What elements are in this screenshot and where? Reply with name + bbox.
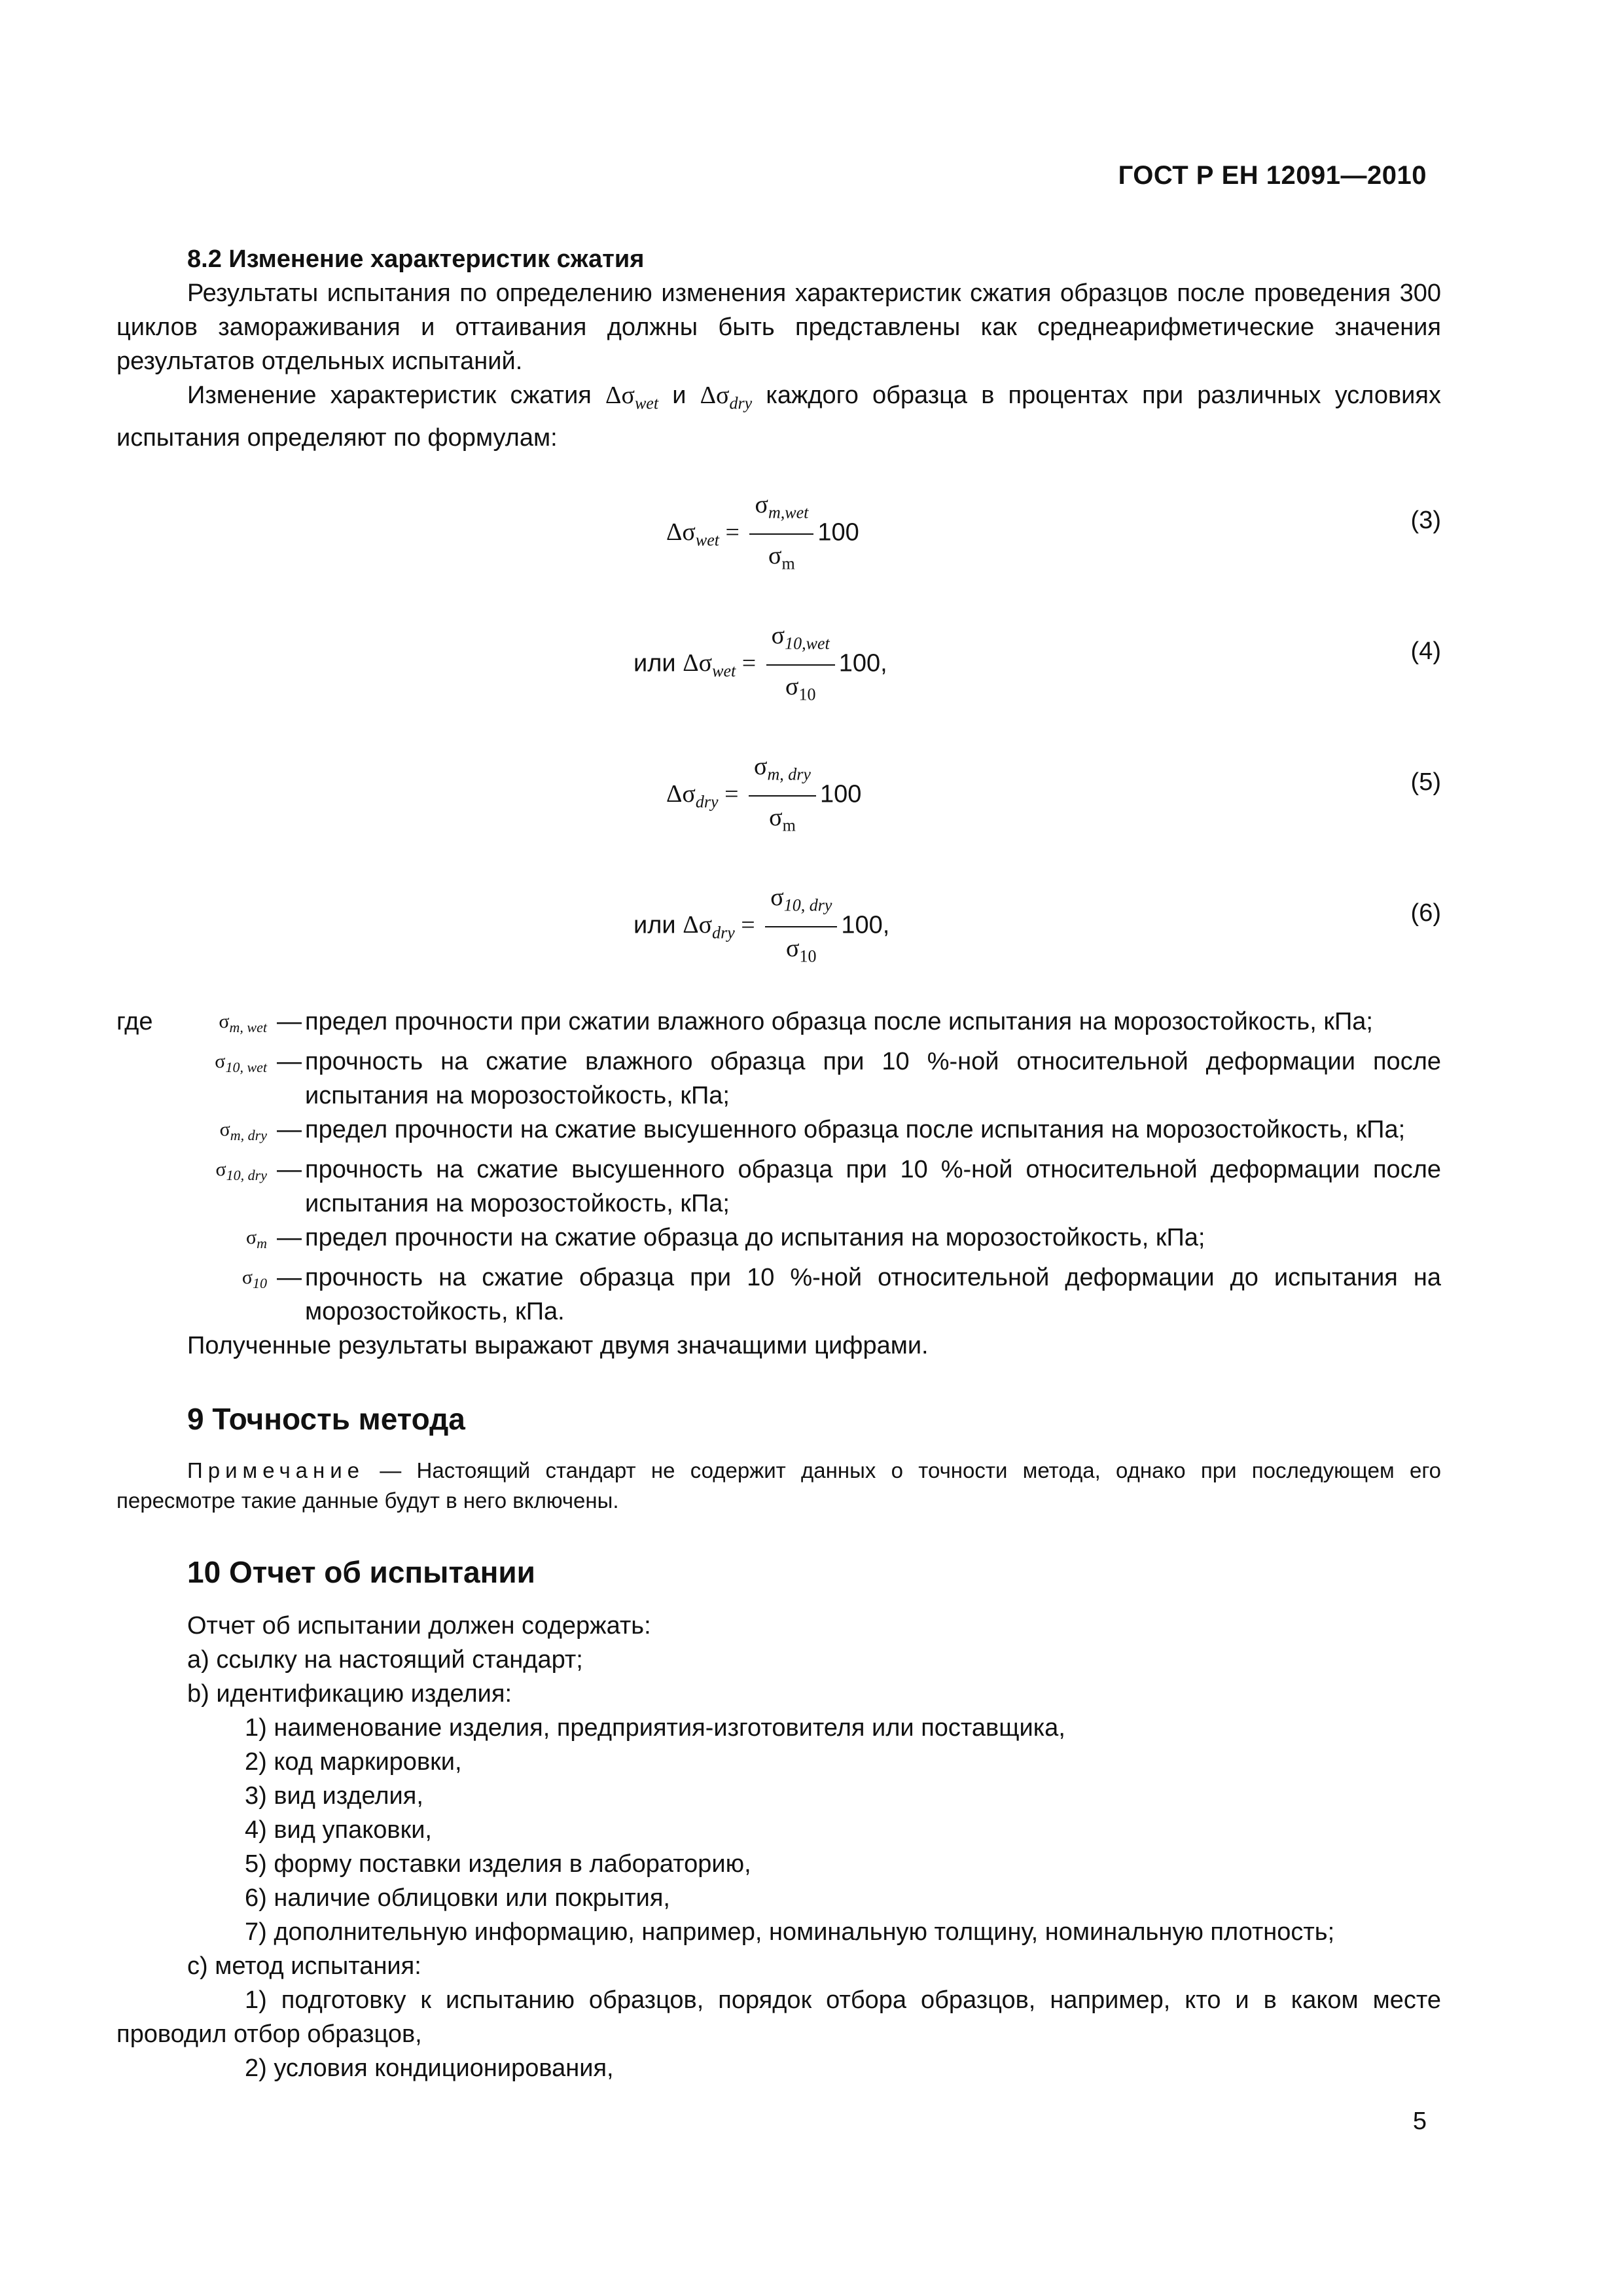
note-text: — Настоящий стандарт не содержит данных о точности метода, однако при последующем его пересмотре такие данные будут в него включены. xyxy=(116,1458,1441,1513)
formula-lhs: $\Delta\sigma_{wet}$ xyxy=(683,649,736,681)
equation-number: (6) xyxy=(1410,899,1441,927)
definition-row xyxy=(116,1261,1441,1329)
note xyxy=(116,1456,1441,1516)
definition-row xyxy=(116,1005,1441,1045)
numerator: $\sigma_{m, dry}$ xyxy=(749,749,816,797)
report-intro: Отчет об испытании должен содержать: xyxy=(187,1611,651,1640)
text-span: каждого образца в процентах при различных условиях испытания определяют по формулам: xyxy=(116,382,1441,452)
definitions-list xyxy=(0,1005,1441,1329)
dash: — xyxy=(277,1223,302,1251)
note-label: Примечание xyxy=(187,1458,365,1482)
dash: — xyxy=(277,1007,302,1035)
equals-sign: = xyxy=(719,518,746,546)
document-id-header: ГОСТ Р ЕН 12091—2010 xyxy=(1118,161,1427,190)
fraction xyxy=(765,880,837,974)
definition-text: прочность на сжатие влажного образца при 10 %-ной относительной деформации после испытания на морозостойкость, кПа; xyxy=(305,1047,1441,1109)
definition-symbol: $\sigma_m$ xyxy=(245,1226,267,1251)
section-9-heading: 9 Точность метода xyxy=(187,1401,465,1436)
definition-row xyxy=(116,1113,1441,1153)
definition-symbol: $\sigma_{m, dry}$ xyxy=(219,1118,267,1143)
definition-symbol: $\sigma_{10, wet}$ xyxy=(215,1050,267,1075)
formula-prefix: или xyxy=(633,649,683,677)
definition-row xyxy=(116,1045,1441,1113)
symbol: Δσ xyxy=(700,382,730,409)
sublist-item: 5) форму поставки изделия в лабораторию, xyxy=(245,1850,751,1878)
page-number: 5 xyxy=(1412,2108,1427,2135)
numerator: $\sigma_{m,wet}$ xyxy=(749,488,813,535)
list-item-c: c) метод испытания: xyxy=(187,1952,421,1980)
denominator: $\sigma_{10}$ xyxy=(785,673,816,704)
text-span: и xyxy=(658,382,700,409)
equals-sign: = xyxy=(718,780,745,808)
definition-row xyxy=(116,1221,1441,1261)
denominator: $\sigma_{10}$ xyxy=(786,935,817,966)
formula-tail: 100, xyxy=(841,910,890,939)
where-word: где xyxy=(116,1007,153,1035)
dash: — xyxy=(277,1263,302,1291)
equals-sign: = xyxy=(736,649,762,677)
equals-sign: = xyxy=(734,910,762,939)
delta-sigma-wet xyxy=(605,382,659,413)
sublist-item: 2) код маркировки, xyxy=(245,1748,462,1776)
formula-prefix: или xyxy=(633,910,683,939)
sublist-item: 6) наличие облицовки или покрытия, xyxy=(245,1884,670,1912)
fraction xyxy=(749,749,816,843)
sublist-item: 3) вид изделия, xyxy=(245,1782,423,1810)
subscript: dry xyxy=(729,393,753,413)
formula-expression xyxy=(633,619,887,712)
equation-number: (3) xyxy=(1410,506,1441,534)
formula-lhs: $\Delta\sigma_{dry}$ xyxy=(683,910,735,942)
definition-text: предел прочности при сжатии влажного образца после испытания на морозостойкость, кПа; xyxy=(305,1007,1373,1035)
sublist-item: 7) дополнительную информацию, например, номинальную толщину, номинальную плотность; xyxy=(245,1918,1335,1946)
list-item-b: b) идентификацию изделия: xyxy=(187,1679,512,1708)
formula-tail: 100, xyxy=(838,649,887,677)
symbol: Δσ xyxy=(605,382,635,409)
definition-symbol: где $\sigma_{m, wet}$ xyxy=(116,1005,274,1045)
formula-tail: 100 xyxy=(817,518,859,546)
formula-expression xyxy=(666,749,861,843)
formula-block xyxy=(116,468,1441,992)
section-8-2-heading: 8.2 Изменение характеристик сжатия xyxy=(187,245,645,273)
page-content xyxy=(116,242,1441,2085)
formula-lhs: $\Delta\sigma_{wet}$ xyxy=(666,518,720,550)
formula-row xyxy=(116,599,1441,730)
definition-symbol: $\sigma_{10, dry}$ xyxy=(215,1158,267,1183)
list-item-a: a) ссылку на настоящий стандарт; xyxy=(187,1645,583,1674)
numerator: $\sigma_{10,wet}$ xyxy=(766,619,835,666)
dash: — xyxy=(277,1115,302,1143)
denominator: $\sigma_m$ xyxy=(768,542,795,573)
sublist-item: 2) условия кондиционирования, xyxy=(245,2054,614,2082)
fraction xyxy=(749,488,813,581)
denominator: $\sigma_m$ xyxy=(769,804,796,835)
definition-text: предел прочности на сжатие высушенного образца после испытания на морозостойкость, кПа; xyxy=(305,1115,1406,1143)
equation-number: (4) xyxy=(1410,637,1441,665)
delta-sigma-dry xyxy=(700,382,753,413)
dash: — xyxy=(277,1155,302,1183)
sublist-item: 1) наименование изделия, предприятия-изготовителя или поставщика, xyxy=(245,1713,1065,1742)
definition-symbol: $\sigma_{10}$ xyxy=(241,1266,267,1291)
formula-expression xyxy=(666,488,859,581)
definition-row xyxy=(116,1153,1441,1221)
equation-number: (5) xyxy=(1410,768,1441,796)
section-10-heading: 10 Отчет об испытании xyxy=(187,1554,535,1589)
sublist-item: 4) вид упаковки, xyxy=(245,1816,432,1844)
numerator: $\sigma_{10, dry}$ xyxy=(765,880,837,928)
formula-row xyxy=(116,730,1441,861)
paragraph: Результаты испытания по определению изменения характеристик сжатия образцов после проведения 300 циклов замораживания и оттаивания должны быть представлены как среднеарифметические значения результатов отдельных испытаний. xyxy=(116,279,1441,375)
fraction xyxy=(766,619,835,712)
sublist-item: 1) подготовку к испытанию образцов, порядок отбора образцов, например, кто и в каком месте проводил отбор образцов, xyxy=(116,1986,1441,2048)
formula-expression xyxy=(633,880,889,974)
definition-text: прочность на сжатие образца при 10 %-ной относительной деформации до испытания на морозостойкость, кПа. xyxy=(305,1263,1441,1325)
subscript: wet xyxy=(634,393,659,413)
formula-tail: 100 xyxy=(819,780,862,808)
dash: — xyxy=(277,1047,302,1075)
formula-row xyxy=(116,861,1441,992)
result-note: Полученные результаты выражают двумя значащими цифрами. xyxy=(187,1331,929,1359)
definition-text: предел прочности на сжатие образца до испытания на морозостойкость, кПа; xyxy=(305,1223,1205,1251)
formula-lhs: $\Delta\sigma_{dry}$ xyxy=(666,780,719,812)
paragraph-formula-intro xyxy=(116,378,1441,455)
text-span: Изменение характеристик сжатия xyxy=(187,382,606,409)
formula-row xyxy=(116,468,1441,599)
definition-text: прочность на сжатие высушенного образца при 10 %-ной относительной деформации после испытания на морозостойкость, кПа; xyxy=(305,1155,1441,1217)
